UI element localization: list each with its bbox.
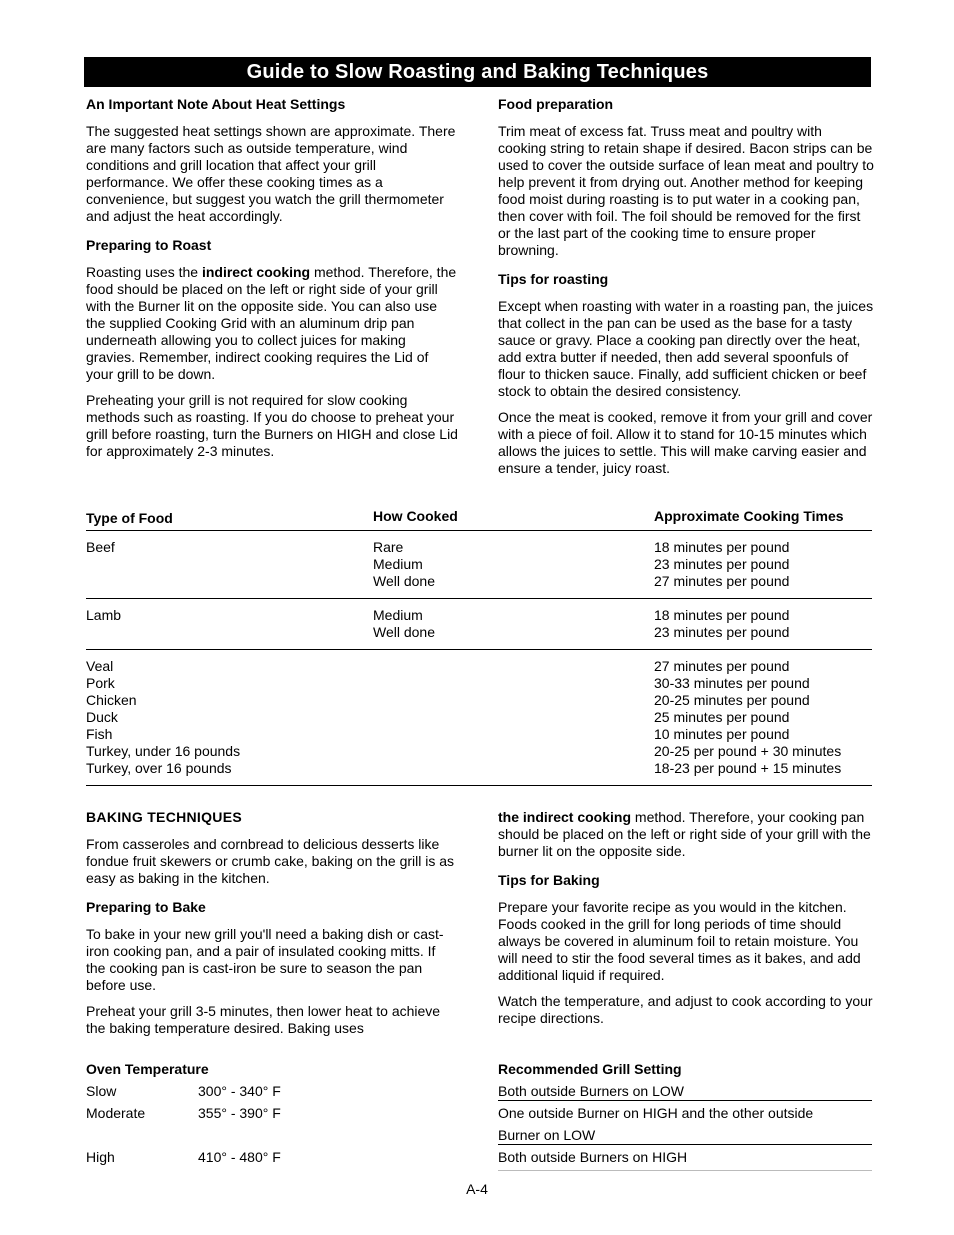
food-type: Fish: [86, 726, 113, 742]
baking-techniques-heading: BAKING TECHNIQUES: [86, 809, 242, 825]
food-prep-text: Trim meat of excess fat. Truss meat and poultry with cooking string to retain shape if desired. Bacon strips can be used to cover the outside surface of lean meat and poultry to help prevent it from drying out. Another method for keeping food moist during roasting is to put water in a cooking pan, then cover with foil. The foil should be removed for the first or the last part of the cooking time to ensure proper browning.: [498, 123, 874, 258]
oven-level: Slow: [86, 1083, 117, 1099]
cook-time: 30-33 minutes per pound: [654, 675, 810, 691]
header-oven-temperature: Oven Temperature: [86, 1061, 209, 1077]
right-column-top: [498, 96, 874, 486]
baking-intro-text: From casseroles and cornbread to delicious desserts like fondue fruit skewers or crumb cake, baking on the grill is as easy as baking in the kitchen.: [86, 836, 455, 886]
cook-time: 25 minutes per pound: [654, 709, 790, 725]
oven-table-row: [86, 1083, 872, 1105]
heat-note-heading: An Important Note About Heat Settings: [86, 96, 346, 112]
cook-method: Rare: [373, 539, 404, 555]
cook-time: 20-25 minutes per pound: [654, 692, 810, 708]
cooking-times-table: [86, 508, 872, 786]
food-type-cell: [86, 658, 240, 777]
grill-setting: Both outside Burners on HIGH: [498, 1149, 688, 1165]
food-type: Veal: [86, 658, 114, 674]
cook-time-cell: [654, 607, 789, 641]
preparing-roast-heading: Preparing to Roast: [86, 237, 212, 253]
header-how-cooked: How Cooked: [373, 508, 458, 524]
cook-time: 10 minutes per pound: [654, 726, 790, 742]
cook-time: 18-23 per pound + 15 minutes: [654, 760, 842, 776]
cook-time: 20-25 per pound + 30 minutes: [654, 743, 842, 759]
oven-temperature-table: [86, 1061, 872, 1171]
cook-time: 23 minutes per pound: [654, 556, 790, 572]
cook-time: 18 minutes per pound: [654, 539, 790, 555]
cook-time-cell: [654, 539, 789, 590]
indirect-cooking-term: indirect cooking: [201, 264, 311, 280]
food-type: Turkey, over 16 pounds: [86, 760, 232, 776]
food-type: Chicken: [86, 692, 137, 708]
header-cooking-times: Approximate Cooking Times: [654, 508, 844, 524]
cooking-table-group: [86, 650, 872, 786]
left-column-bottom: [86, 809, 458, 1046]
oven-temperature-range: 300° - 340° F: [198, 1083, 281, 1099]
food-type: Duck: [86, 709, 118, 725]
roast-text-start: Roasting uses the: [86, 264, 202, 280]
food-prep-heading: Food preparation: [498, 96, 614, 112]
row-divider: [498, 1144, 872, 1145]
baking-continued-text: [498, 809, 874, 860]
food-type-cell: [86, 607, 121, 624]
preparing-bake-heading: Preparing to Bake: [86, 899, 206, 915]
food-type: Turkey, under 16 pounds: [86, 743, 241, 759]
grill-setting: Both outside Burners on LOW: [498, 1083, 684, 1099]
indirect-cooking-term-2: the indirect cooking: [498, 809, 632, 825]
page-title: Guide to Slow Roasting and Baking Techniques: [84, 57, 871, 87]
cook-time: 18 minutes per pound: [654, 607, 790, 623]
cook-time: 27 minutes per pound: [654, 658, 790, 674]
food-type: Beef: [86, 539, 115, 555]
cook-method-cell: [373, 539, 435, 590]
cook-method: Medium: [373, 607, 423, 623]
tips-baking-heading: Tips for Baking: [498, 872, 600, 888]
food-type: Lamb: [86, 607, 122, 623]
baking-continued-rest: method. Therefore, your cooking pan should be placed on the left or right side of your grill with the burner lit on the opposite side.: [498, 809, 871, 859]
preparing-bake-text: To bake in your new grill you'll need a baking dish or cast-iron cooking pan, and a pair of insulated cooking mitts. If the cooking pan is cast-iron be sure to season the pan before use.: [86, 926, 444, 993]
roast-text-end: method. Therefore, the food should be placed on the left or right side of your grill with the Burner lit on the opposite side. You can also use the supplied Cooking Grid with an aluminum drip pan underneath allowing you to collect juices for making gravies. Remember, indirect cooking requires the Lid of your grill to be down.: [86, 264, 457, 382]
cook-method: Medium: [373, 556, 423, 572]
meat-cooked-text: Once the meat is cooked, remove it from your grill and cover with a piece of foil. Allow it to stand for 10-15 minutes which allows the juices to settle. This will make carving easier and ensure a tender, juicy roast.: [498, 409, 873, 476]
cooking-table-group: [86, 599, 872, 650]
oven-table-body: [86, 1083, 872, 1171]
preheat-bake-text: Preheat your grill 3-5 minutes, then lower heat to achieve the baking temperature desired. Baking uses: [86, 1003, 441, 1036]
cooking-table-header: [86, 508, 872, 531]
grill-setting: Burner on LOW: [498, 1127, 596, 1143]
cook-method: Well done: [373, 573, 436, 589]
header-type-of-food: Type of Food: [86, 510, 173, 526]
cook-method: Well done: [373, 624, 436, 640]
cook-time: 27 minutes per pound: [654, 573, 790, 589]
oven-level: High: [86, 1149, 115, 1165]
preparing-roast-text: [86, 264, 458, 383]
grill-setting: One outside Burner on HIGH and the other outside: [498, 1105, 814, 1121]
cook-method-cell: [373, 607, 435, 641]
food-type: Pork: [86, 675, 115, 691]
oven-table-header: [86, 1061, 872, 1083]
cooking-table-group: [86, 531, 872, 599]
header-grill-setting: Recommended Grill Setting: [498, 1061, 682, 1077]
preheat-text: Preheating your grill is not required for slow cooking methods such as roasting. If you do choose to preheat your grill before roasting, turn the Burners on HIGH and close Lid for approximately 2-3 minutes.: [86, 392, 458, 459]
oven-table-row: [86, 1149, 872, 1171]
row-divider: [498, 1100, 872, 1101]
page-number: A-4: [466, 1181, 488, 1197]
tips-baking-text: Prepare your favorite recipe as you would in the kitchen. Foods cooked in the grill for long periods of time should always be covered in aluminum foil to retain moisture. You will need to stir the food several times as it bakes, and add additional liquid if required.: [498, 899, 861, 983]
right-column-bottom: [498, 809, 874, 1036]
oven-table-row: [86, 1105, 872, 1149]
watch-temperature-text: Watch the temperature, and adjust to cook according to your recipe directions.: [498, 993, 873, 1026]
oven-temperature-range: 410° - 480° F: [198, 1149, 281, 1165]
tips-roasting-heading: Tips for roasting: [498, 271, 609, 287]
tips-roasting-text: Except when roasting with water in a roasting pan, the juices that collect in the pan can be used as the base for a tasty sauce or gravy. Place a cooking pan directly over the heat, add extra butter if needed, then add several spoonfuls of flour to thicken sauce. Finally, add sufficient chicken or beef stock to obtain the desired consistency.: [498, 298, 874, 399]
oven-level: Moderate: [86, 1105, 146, 1121]
cooking-table-body: [86, 531, 872, 786]
oven-temperature-range: 355° - 390° F: [198, 1105, 281, 1121]
left-column-top: [86, 96, 458, 469]
heat-note-text: The suggested heat settings shown are approximate. There are many factors such as outside temperature, wind conditions and grill location that affect your grill performance. We offer these cooking times as a convenience, but suggest you watch the grill thermometer and adjust the heat accordingly.: [86, 123, 456, 224]
food-type-cell: [86, 539, 115, 556]
cook-time: 23 minutes per pound: [654, 624, 790, 640]
row-divider: [498, 1170, 872, 1171]
cook-time-cell: [654, 658, 841, 777]
